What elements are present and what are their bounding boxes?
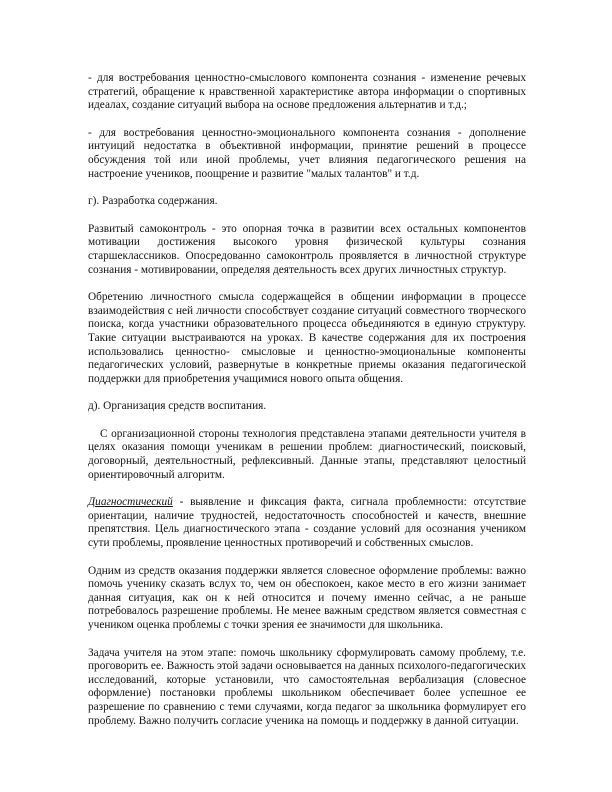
paragraph-technology-stages: С организационной стороны технология представлена этапами деятельности учителя в целях оказания помощи ученикам в решении проблем: диагностический, поисковый, договорный, деятельностный, рефлексивный. Данные этапы, представляют целостный ориентировочный алгоритм.: [88, 427, 526, 481]
paragraph-diagnostic-stage: [88, 496, 526, 550]
paragraph-value-semantic: - для востребования ценностно-смыслового компонента сознания - изменение речевых стратегий, обращение к нравственной характеристике автора информации о спортивных идеалах, создание ситуаций выбора на основе предложения альтернатив и т.д.;: [88, 72, 526, 112]
paragraph-value-emotional: - для востребования ценностно-эмоционального компонента сознания - дополнение интуиций недостатка в объективной информации, принятие решений в процессе обсуждения той или иной проблемы, учет влияния педагогического решения на настроение учеников, поощрение и развитие "малых талантов" и т.д.: [88, 126, 526, 180]
section-heading-content: г). Разработка содержания.: [88, 195, 218, 208]
paragraph-verbal-formulation: Одним из средств оказания поддержки является словесное оформление проблемы: важно помочь ученику сказать вслух то, чем он обеспокоен, какое место в его жизни занимает данная ситуация, как он к ней относится и почему именно сейчас, а не раньше потребовалось разрешение проблемы. Не менее важным средством является совместная с учеником оценка проблемы с точки зрения ее значимости для школьника.: [88, 564, 526, 631]
document-body: [88, 72, 526, 742]
paragraph-self-control: Развитый самоконтроль - это опорная точка в развитии всех остальных компонентов мотивации достижения высокого уровня физической культуры сознания старшеклассников. Опосредованно самоконтроль проявляется в личностной структуре сознания - мотивировании, определяя деятельность всех других личностных структур.: [88, 222, 526, 276]
paragraph-personal-meaning: Обретению личностного смысла содержащейся в общении информации в процессе взаимодействия с ней личности способствует создание ситуаций совместного творческого поиска, когда участники образовательного процесса объединяются в единую структуру. Такие ситуации выстраиваются на уроках. В качестве содержания для их построения использовались ценностно- смысловые и ценностно-эмоциональные компоненты педагогических условий, развернутые в конкретные приемы оказания педагогической поддержки для приобретения учащимися нового опыта общения.: [88, 291, 526, 385]
paragraph-teacher-task: Задача учителя на этом этапе: помочь школьнику сформулировать самому проблему, т.е. проговорить ее. Важность этой задачи основывается на данных психолого-педагогических исследований, которые установили, что самостоятельная вербализация (словесное оформление) постановки проблемы школьником обеспечивает более успешное ее разрешение по сравнению с теми случаями, когда педагог за школьника формулирует его проблему. Важно получить согласие ученика на помощь и поддержку в данной ситуации.: [88, 646, 526, 727]
diagnostic-text: - выявление и фиксация факта, сигнала проблемности: отсутствие ориентации, наличие трудностей, недостаточность способностей и качеств, внешние препятствия. Цель диагностического этапа - создание условий для осознания учеником сути проблемы, проявление ценностных противоречий и собственных смыслов.: [88, 496, 526, 550]
diagnostic-term: Диагностический: [88, 496, 173, 509]
section-heading-organization: д). Организация средств воспитания.: [88, 400, 267, 413]
